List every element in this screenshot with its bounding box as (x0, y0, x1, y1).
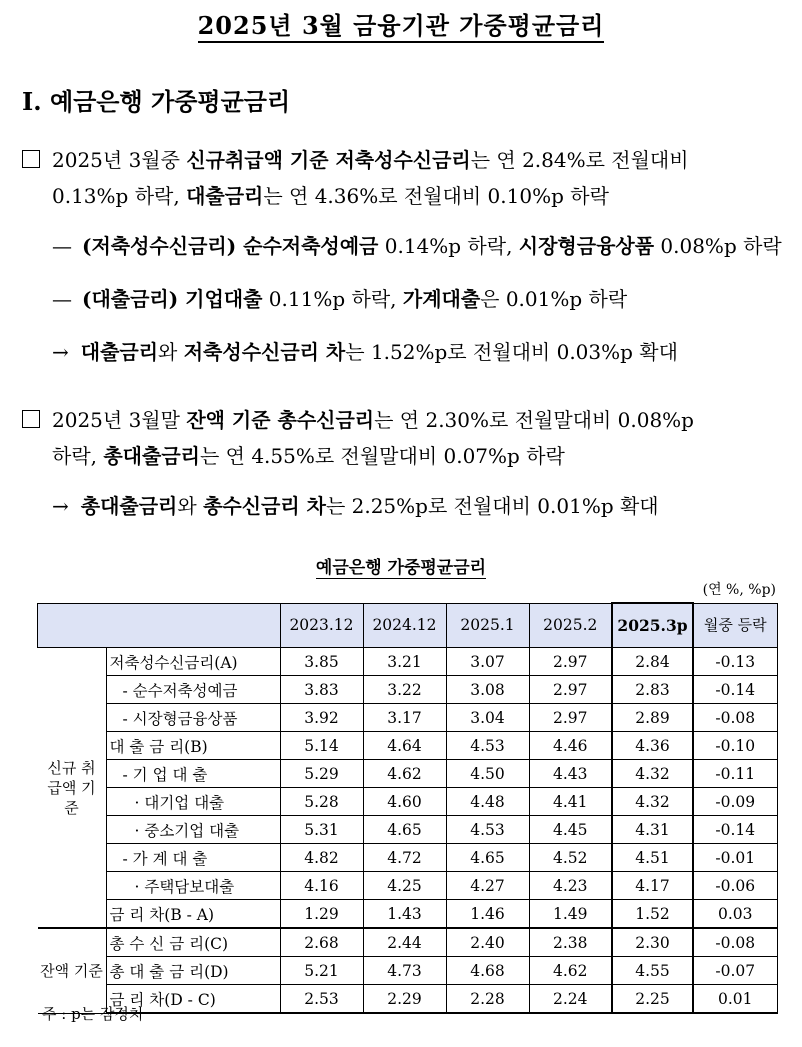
value-cell: 4.25 (363, 872, 446, 900)
row-label: · 중소기업 대출 (106, 816, 280, 844)
current-value-cell: 2.89 (612, 704, 693, 732)
table-row (38, 816, 778, 844)
value-cell: 4.16 (280, 872, 363, 900)
row-label: 금 리 차(B - A) (106, 900, 280, 929)
value-cell: 4.41 (529, 788, 612, 816)
value-cell: 3.17 (363, 704, 446, 732)
value-cell: 1.46 (446, 900, 529, 929)
change-value-cell: -0.14 (693, 676, 777, 704)
table-row (38, 872, 778, 900)
value-cell: 3.22 (363, 676, 446, 704)
value-cell: 2.68 (280, 928, 363, 957)
group-label-outstanding: 잔액 기준 (38, 928, 107, 1013)
column-header-change: 월중 등락 (693, 603, 777, 648)
interest-rate-table (37, 602, 778, 1014)
value-cell: 1.29 (280, 900, 363, 929)
column-header: 2023.12 (280, 603, 363, 648)
value-cell: 3.85 (280, 648, 363, 676)
current-value-cell: 4.17 (612, 872, 693, 900)
value-cell: 2.44 (363, 928, 446, 957)
arrow-icon: → (52, 494, 69, 518)
change-value-cell: -0.06 (693, 872, 777, 900)
value-cell: 4.52 (529, 844, 612, 872)
current-value-cell: 4.31 (612, 816, 693, 844)
change-value-cell: -0.09 (693, 788, 777, 816)
current-value-cell: 1.52 (612, 900, 693, 929)
value-cell: 4.27 (446, 872, 529, 900)
value-cell: 2.24 (529, 985, 612, 1014)
change-value-cell: -0.08 (693, 704, 777, 732)
current-value-cell: 2.84 (612, 648, 693, 676)
table-row (38, 928, 778, 957)
table-header-row (38, 603, 778, 648)
table-row (38, 648, 778, 676)
value-cell: 5.31 (280, 816, 363, 844)
footnote: 주 : p는 잠정치 (42, 1005, 144, 1023)
change-value-cell: -0.14 (693, 816, 777, 844)
table-row (38, 704, 778, 732)
value-cell: 4.46 (529, 732, 612, 760)
value-cell: 3.92 (280, 704, 363, 732)
detail-line-loan: — (대출금리) 기업대출 0.11%p 하락, 가계대출은 0.01%p 하락 (52, 287, 628, 311)
value-cell: 5.28 (280, 788, 363, 816)
current-value-cell: 4.32 (612, 788, 693, 816)
value-cell: 4.48 (446, 788, 529, 816)
change-value-cell: -0.08 (693, 928, 777, 957)
row-label: 대 출 금 리(B) (106, 732, 280, 760)
value-cell: 2.97 (529, 648, 612, 676)
value-cell: 3.08 (446, 676, 529, 704)
table-row (38, 732, 778, 760)
value-cell: 4.53 (446, 732, 529, 760)
change-value-cell: -0.10 (693, 732, 777, 760)
row-label: · 주택담보대출 (106, 872, 280, 900)
table-row (38, 676, 778, 704)
value-cell: 4.65 (446, 844, 529, 872)
change-value-cell: -0.07 (693, 957, 777, 985)
spread-line-2: → 총대출금리와 총수신금리 차는 2.25%p로 전월대비 0.01%p 확대 (52, 494, 659, 518)
value-cell: 3.07 (446, 648, 529, 676)
value-cell: 2.97 (529, 676, 612, 704)
value-cell: 5.21 (280, 957, 363, 985)
value-cell: 4.65 (363, 816, 446, 844)
value-cell: 4.82 (280, 844, 363, 872)
current-value-cell: 4.32 (612, 760, 693, 788)
table-row (38, 760, 778, 788)
current-value-cell: 4.51 (612, 844, 693, 872)
row-label: - 가 계 대 출 (106, 844, 280, 872)
value-cell: 4.60 (363, 788, 446, 816)
value-cell: 4.45 (529, 816, 612, 844)
value-cell: 2.97 (529, 704, 612, 732)
change-value-cell: -0.13 (693, 648, 777, 676)
unit-label: (연 %, %p) (702, 582, 776, 598)
value-cell: 2.38 (529, 928, 612, 957)
checkbox-square-icon (22, 150, 40, 168)
value-cell: 4.53 (446, 816, 529, 844)
change-value-cell: 0.01 (693, 985, 777, 1014)
value-cell: 2.40 (446, 928, 529, 957)
document-title: 2025년 3월 금융기관 가중평균금리 (0, 6, 802, 41)
detail-line-deposit: — (저축성수신금리) 순수저축성예금 0.14%p 하락, 시장형금융상품 0.08%p 하락 (52, 234, 782, 258)
section-heading: Ⅰ. 예금은행 가중평균금리 (22, 87, 291, 116)
column-header: 2025.2 (529, 603, 612, 648)
current-value-cell: 2.25 (612, 985, 693, 1014)
table-row (38, 788, 778, 816)
summary-paragraph-2: 2025년 3월말 잔액 기준 총수신금리는 연 2.30%로 전월말대비 0.08%p 하락, 총대출금리는 연 4.55%로 전월말대비 0.07%p 하락 (22, 402, 694, 474)
value-cell: 4.73 (363, 957, 446, 985)
column-header: 2024.12 (363, 603, 446, 648)
value-cell: 3.04 (446, 704, 529, 732)
current-value-cell: 2.30 (612, 928, 693, 957)
change-value-cell: 0.03 (693, 900, 777, 929)
value-cell: 1.43 (363, 900, 446, 929)
value-cell: 4.68 (446, 957, 529, 985)
value-cell: 4.62 (363, 760, 446, 788)
value-cell: 5.29 (280, 760, 363, 788)
group-label-new-business: 신규 취급액 기준 (38, 648, 107, 929)
value-cell: 2.28 (446, 985, 529, 1014)
dash-bullet: — (52, 234, 72, 258)
checkbox-square-icon (22, 410, 40, 428)
value-cell: 2.29 (363, 985, 446, 1014)
value-cell: 3.21 (363, 648, 446, 676)
column-header: 2025.1 (446, 603, 529, 648)
row-label: - 기 업 대 출 (106, 760, 280, 788)
value-cell: 5.14 (280, 732, 363, 760)
row-label: 저축성수신금리(A) (106, 648, 280, 676)
change-value-cell: -0.01 (693, 844, 777, 872)
table-row (38, 957, 778, 985)
dash-bullet: — (52, 287, 72, 311)
table-row (38, 985, 778, 1014)
row-label: 총 수 신 금 리(C) (106, 928, 280, 957)
current-value-cell: 4.55 (612, 957, 693, 985)
table-title: 예금은행 가중평균금리 (315, 558, 487, 578)
value-cell: 4.23 (529, 872, 612, 900)
column-header-current: 2025.3p (612, 603, 693, 648)
value-cell: 4.62 (529, 957, 612, 985)
row-label: · 대기업 대출 (106, 788, 280, 816)
summary-paragraph-1: 2025년 3월중 신규취급액 기준 저축성수신금리는 연 2.84%로 전월대비 0.13%p 하락, 대출금리는 연 4.36%로 전월대비 0.10%p 하락 (22, 142, 689, 214)
row-label: 총 대 출 금 리(D) (106, 957, 280, 985)
spread-line-1: → 대출금리와 저축성수신금리 차는 1.52%p로 전월대비 0.03%p 확대 (52, 340, 678, 364)
value-cell: 4.64 (363, 732, 446, 760)
value-cell: 1.49 (529, 900, 612, 929)
value-cell: 4.43 (529, 760, 612, 788)
value-cell: 4.50 (446, 760, 529, 788)
row-label: - 순수저축성예금 (106, 676, 280, 704)
arrow-icon: → (52, 340, 69, 364)
header-blank-cell (38, 603, 281, 648)
current-value-cell: 2.83 (612, 676, 693, 704)
value-cell: 2.53 (280, 985, 363, 1014)
current-value-cell: 4.36 (612, 732, 693, 760)
row-label: - 시장형금융상품 (106, 704, 280, 732)
table-row (38, 900, 778, 929)
table-row (38, 844, 778, 872)
row-label: 금 리 차(D - C) (106, 985, 280, 1014)
value-cell: 4.72 (363, 844, 446, 872)
value-cell: 3.83 (280, 676, 363, 704)
change-value-cell: -0.11 (693, 760, 777, 788)
